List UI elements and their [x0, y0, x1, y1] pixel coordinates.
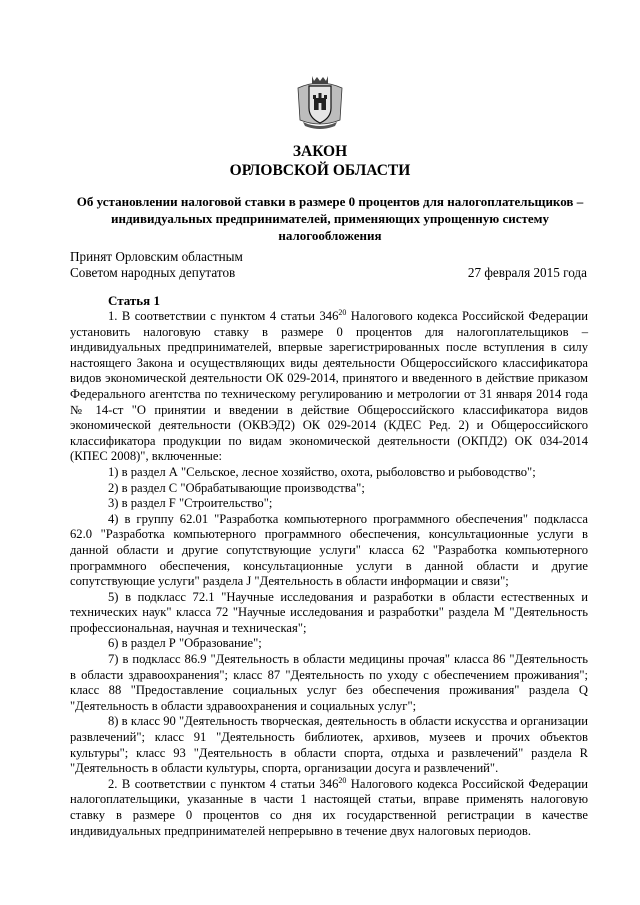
list-item: 3) в раздел F "Строительство";: [108, 496, 273, 511]
article-superscript: 20: [338, 775, 347, 785]
law-subject-title: Об установлении налоговой ставки в размере 0 процентов для налогоплательщиков – индивидуальных предпринимателей, применяющих упрощенную систему налогообложения: [76, 194, 584, 243]
list-item: 7) в подкласс 86.9 "Деятельность в области медицины прочая" класса 86 "Деятельность в области здравоохранения"; класс 87 "Деятельность по уходу с обеспечением проживания"; класс 88 "Предоставление социальных услуг без обеспечения проживания" раздела Q "Деятельность в области здравоохранения и социальных услуг";: [70, 652, 588, 713]
article-body: [70, 309, 588, 839]
paragraph-1-text-a: 1. В соответствии с пунктом 4 статьи 346: [108, 309, 339, 323]
paragraph-1-text-b: Налогового кодекса Российской Федерации установить налоговую ставку в размере 0 процентов для налогоплательщиков – индивидуальных предпринимателей, впервые зарегистрированных после вступления в силу настоящего Закона и осуществляющих виды деятельности Общероссийского классификатора видов экономической деятельности ОК 029-2014, принятого и введенного в действие приказом Федерального агентства по техническому регулированию и метрологии от 31 января 2014 года № 14-ст "О принятии и введении в действие Общероссийского классификатора видов экономической деятельности (ОКВЭД2) ОК 029-2014 (КДЕС Ред. 2) и Общероссийского классификатора продукции по видам экономической деятельности (ОКПД2) ОК 034-2014 (КПЕС 2008)", включенные:: [70, 309, 589, 464]
paragraph-2: [70, 777, 588, 839]
list-item: 4) в группу 62.01 "Разработка компьютерного программного обеспечения" подкласса 62.0 "Разработка компьютерного программного обеспечения, консультационные услуги в данной области и другие сопутствующие услуги" класса 62 "Разработка компьютерного программного обеспечения, консультационные услуги в данной области и другие сопутствующие услуги" раздела J "Деятельность в области информации и связи";: [70, 511, 588, 589]
paragraph-2-text-b: Налогового кодекса Российской Федерации налогоплательщики, указанные в части 1 настоящей статьи, вправе применять налоговую ставку в размере 0 процентов со дня их государственной регистрации в качестве индивидуальных предпринимателей непрерывно в течение двух налоговых периодов.: [70, 776, 589, 838]
adoption-date: 27 февраля 2015 года: [467, 265, 587, 280]
list-item: 6) в раздел Р "Образование";: [108, 636, 262, 651]
issuer-title: ОРЛОВСКОЙ ОБЛАСТИ: [229, 162, 411, 179]
adoption-line-2: Советом народных депутатов: [70, 265, 236, 280]
article-superscript: 20: [338, 308, 347, 317]
list-item: 8) в класс 90 "Деятельность творческая, деятельность в области искусства и организации развлечений"; класс 91 "Деятельность библиотек, архивов, музеев и прочих объектов культуры"; класс 93 "Деятельность в области спорта, отдыха и развлечений" раздела R "Деятельность в области культуры, спорта, организации досуга и развлечений".: [70, 714, 588, 776]
list-item: 5) в подкласс 72.1 "Научные исследования и разработки в области естественных и технических наук" класса 72 "Научные исследования и разработки" раздела М "Деятельность профессиональная, научная и техническая";: [70, 589, 588, 635]
paragraph-1: [70, 309, 588, 465]
document-type-title: ЗАКОН: [292, 143, 348, 160]
list-item: 1) в раздел А "Сельское, лесное хозяйство, охота, рыболовство и рыбоводство";: [108, 464, 536, 479]
paragraph-2-text-a: 2. В соответствии с пунктом 4 статьи 346: [108, 776, 339, 791]
article-heading: Статья 1: [108, 293, 160, 308]
adoption-line-1: Принят Орловским областным: [70, 249, 243, 264]
list-item: 2) в раздел С "Обрабатывающие производства";: [108, 480, 365, 495]
coat-of-arms-icon: [295, 74, 345, 130]
